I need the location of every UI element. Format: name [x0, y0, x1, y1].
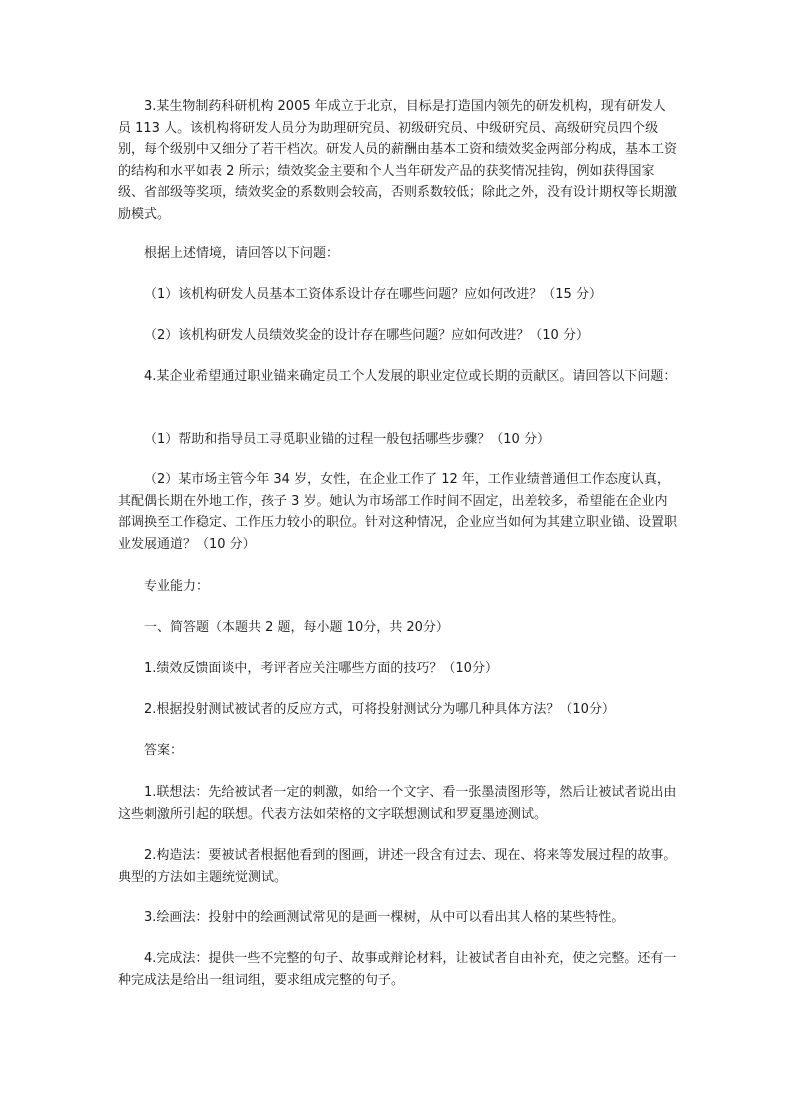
question-4-intro: 4.某企业希望通过职业锚来确定员工个人发展的职业定位或长期的贡献区。请回答以下问题： — [144, 369, 677, 384]
question-3-part-2: （2）该机构研发人员绩效奖金的设计存在哪些问题？应如何改进？（10 分） — [144, 328, 589, 343]
question-3-part-1: （1）该机构研发人员基本工资体系设计存在哪些问题？应如何改进？（15 分） — [144, 287, 602, 302]
answer-item-1: 1.联想法：先给被试者一定的刺激，如给一个文字、看一张墨渍图形等，然后让被试者说出由这些刺激所引起的联想。代表方法如荣格的文字联想测试和罗夏墨迹测试。 — [118, 785, 677, 822]
section-professional-ability: 专业能力： — [144, 579, 210, 594]
answer-item-2: 2.构造法：要被试者根据他看到的图画，讲述一段含有过去、现在、将来等发展过程的故事。典型的方法如主题统觉测试。 — [118, 848, 677, 885]
section-short-answer-heading: 一、简答题（本题共 2 题，每小题 10分，共 20分） — [144, 620, 449, 635]
answer-item-3: 3.绘画法：投射中的绘画测试常见的是画一棵树，从中可以看出其人格的某些特性。 — [144, 910, 625, 925]
answer-heading: 答案： — [144, 743, 184, 758]
question-4-part-1: （1）帮助和指导员工寻觅职业锚的过程一般包括哪些步骤？（10 分） — [144, 432, 550, 447]
question-3-prompt: 根据上述情境，请回答以下问题： — [144, 246, 340, 261]
question-3-scenario: 3.某生物制药科研机构 2005 年成立于北京，目标是打造国内领先的研发机构，现有研发人员 113 人。该机构将研发人员分为助理研究员、初级研究员、中级研究员、高级研究员四个级别，每个级别中又细分了若干档次。研发人员的薪酬由基本工资和绩效奖金两部分构成，基本工资的结构和水平如表 2 所示；绩效奖金主要和个人当年研发产品的获奖情况挂钩，例如获得国家级、省部级等奖项，绩效奖金的系数则会较高，否则系数较低；除此之外，没有设计期权等长期激励模式。 — [118, 99, 678, 222]
short-answer-question-2: 2.根据投射测试被试者的反应方式，可将投射测试分为哪几种具体方法？（10分） — [144, 702, 615, 717]
answer-item-4: 4.完成法：提供一些不完整的句子、故事或辩论材料，让被试者自由补充，使之完整。还有一种完成法是给出一组词组，要求组成完整的句子。 — [118, 951, 677, 988]
question-4-part-2: （2）某市场主管今年 34 岁，女性，在企业工作了 12 年，工作业绩普通但工作态度认真，其配偶长期在外地工作，孩子 3 岁。她认为市场部工作时间不固定，出差较多，希望能在企业内部调换至工作稳定、工作压力较小的职位。针对这种情况，企业应当如何为其建立职业锚、设置职业发展通道？（10 分） — [118, 472, 678, 552]
short-answer-question-1: 1.绩效反馈面谈中，考评者应关注哪些方面的技巧？（10分） — [144, 661, 498, 676]
